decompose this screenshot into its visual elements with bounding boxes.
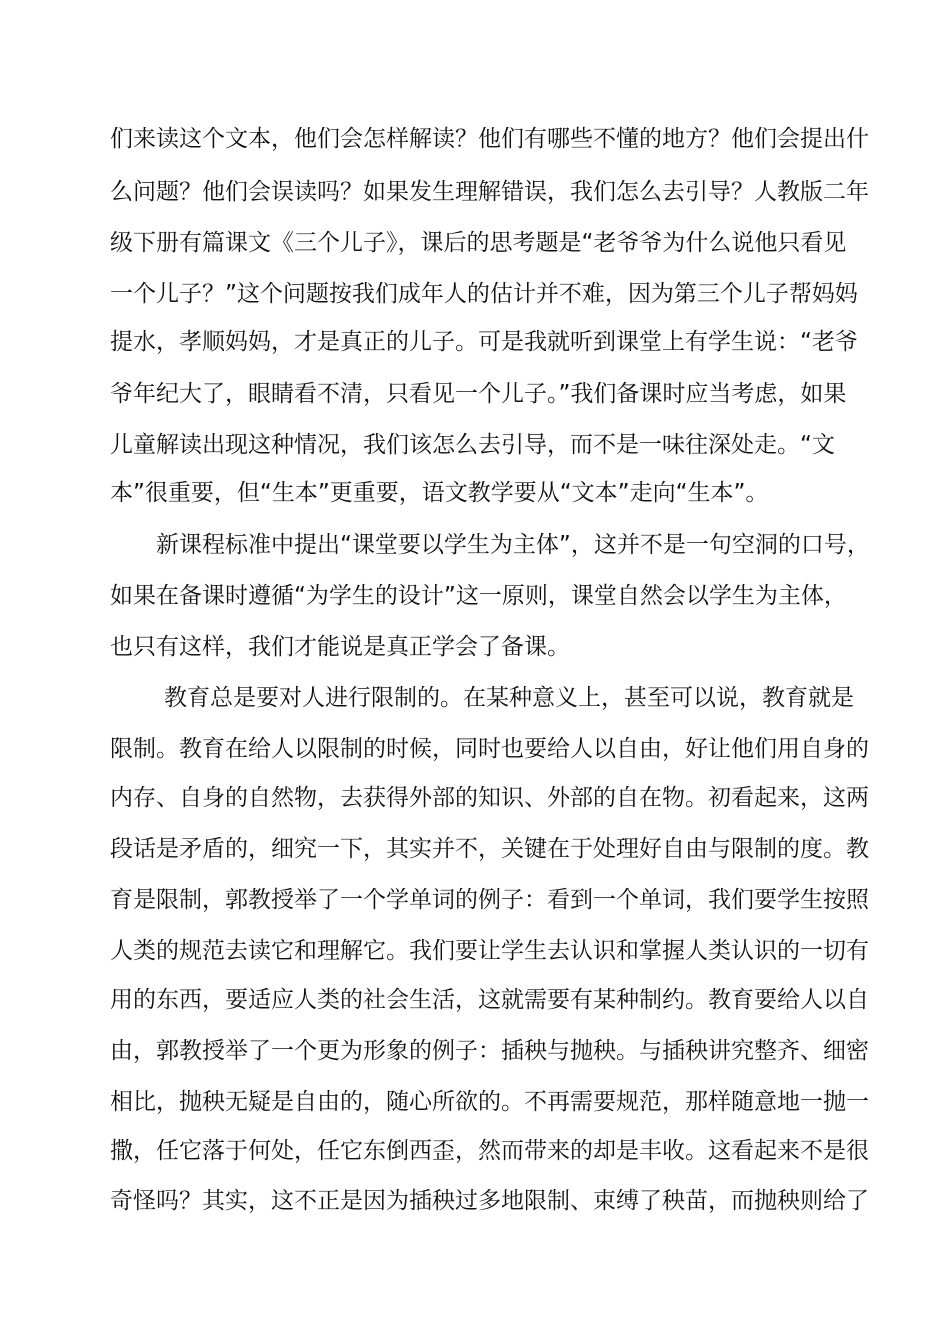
text-line: 级下册有篇课文《三个儿子》，课后的思考题是“老爷爷为什么说他只看见: [110, 230, 847, 256]
text-line: 新课程标准中提出“课堂要以学生为主体”，这并不是一句空洞的口号，: [156, 532, 870, 558]
text-line: 人类的规范去读它和理解它。我们要让学生去认识和掌握人类认识的一切有: [110, 938, 869, 964]
text-line: 提水，孝顺妈妈，才是真正的儿子。可是我就听到课堂上有学生说：“老爷: [110, 329, 858, 355]
text-line: 段话是矛盾的，细究一下，其实并不，关键在于处理好自由与限制的度。教: [110, 836, 869, 862]
text-line: 教育总是要对人进行限制的。在某种意义上，甚至可以说，教育就是: [164, 685, 854, 711]
text-line: 育是限制，郭教授举了一个学单词的例子：看到一个单词，我们要学生按照: [110, 887, 869, 913]
text-line: 内存、自身的自然物，去获得外部的知识、外部的自在物。初看起来，这两: [110, 785, 869, 811]
text-line: 儿童解读出现这种情况，我们该怎么去引导，而不是一味往深处走。“文: [110, 432, 835, 458]
text-line: 也只有这样，我们才能说是真正学会了备课。: [110, 634, 570, 660]
text-line: 奇怪吗？其实，这不正是因为插秧过多地限制、束缚了秧苗，而抛秧则给了: [110, 1188, 869, 1214]
text-line: 如果在备课时遵循“为学生的设计”这一原则，课堂自然会以学生为主体，: [110, 583, 847, 609]
text-line: 么问题？他们会误读吗？如果发生理解错误，我们怎么去引导？人教版二年: [110, 179, 869, 205]
text-line: 由，郭教授举了一个更为形象的例子：插秧与抛秧。与插秧讲究整齐、细密: [110, 1038, 869, 1064]
text-line: 一个儿子？”这个问题按我们成年人的估计并不难，因为第三个儿子帮妈妈: [110, 281, 858, 307]
text-line: 爷年纪大了，眼睛看不清，只看见一个儿子。”我们备课时应当考虑，如果: [110, 381, 847, 407]
text-line: 用的东西，要适应人类的社会生活，这就需要有某种制约。教育要给人以自: [110, 987, 869, 1013]
text-line: 们来读这个文本，他们会怎样解读？他们有哪些不懂的地方？他们会提出什: [110, 126, 869, 152]
text-line: 相比，抛秧无疑是自由的，随心所欲的。不再需要规范，那样随意地一抛一: [110, 1089, 869, 1115]
text-line: 限制。教育在给人以限制的时候，同时也要给人以自由，好让他们用自身的: [110, 736, 869, 762]
text-line: 撒，任它落于何处，任它东倒西歪，然而带来的却是丰收。这看起来不是很: [110, 1138, 869, 1164]
text-line: 本”很重要，但“生本”更重要，语文教学要从“文本”走向“生本”。: [110, 480, 769, 506]
